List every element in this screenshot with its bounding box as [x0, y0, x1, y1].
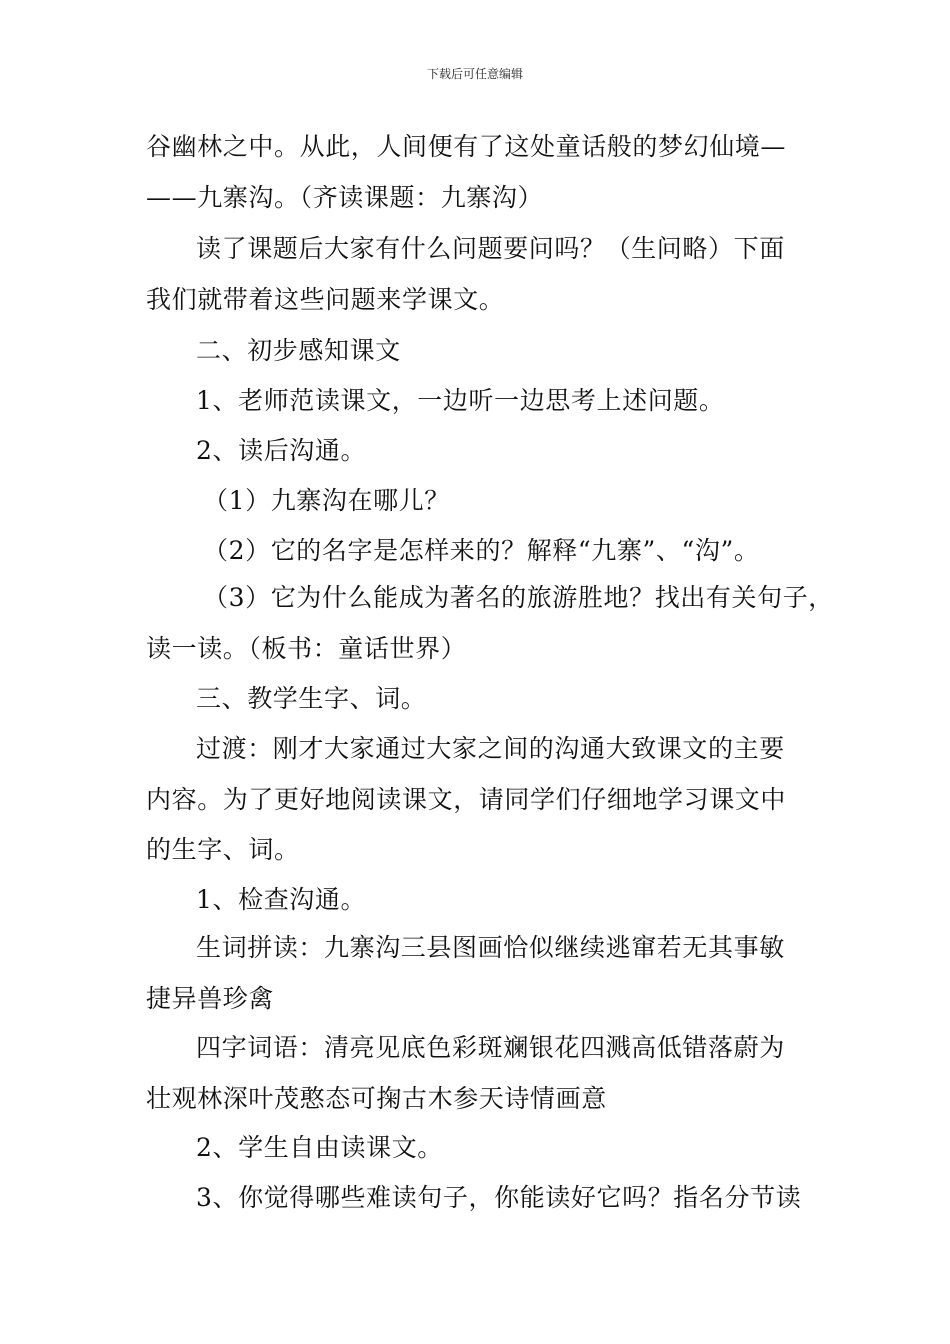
list-item: 2、读后沟通。: [196, 436, 367, 465]
paragraph-start: 读了课题后大家有什么问题要问吗？（生问略）下面: [196, 234, 785, 263]
sub-list-item: （2）它的名字是怎样来的？解释“九寨”、“沟”。: [203, 536, 760, 565]
list-item: 2、学生自由读课文。: [196, 1133, 443, 1162]
list-item: 3、你觉得哪些难读句子，你能读好它吗？指名分节读: [196, 1183, 802, 1212]
download-note: 下载后可任意编辑: [426, 67, 523, 81]
section-heading: 二、初步感知课文: [196, 336, 401, 365]
paragraph-start: 生词拼读：九寨沟三县图画恰似继续逃窜若无其事敏: [196, 933, 785, 962]
text-line: 谷幽林之中。从此，人间便有了这处童话般的梦幻仙境—: [146, 132, 787, 161]
paragraph-start: 过渡：刚才大家通过大家之间的沟通大致课文的主要: [196, 734, 785, 763]
list-item: 1、老师范读课文，一边听一边思考上述问题。: [196, 386, 725, 415]
paragraph-start: 四字词语：清亮见底色彩斑斓银花四溅高低错落蔚为: [196, 1033, 785, 1062]
section-heading: 三、教学生字、词。: [196, 684, 427, 713]
text-line: 壮观林深叶茂憨态可掬古木参天诗情画意: [146, 1084, 607, 1113]
text-line: 我们就带着这些问题来学课文。: [146, 285, 505, 314]
sub-list-item: （3）它为什么能成为著名的旅游胜地？找出有关句子，: [203, 583, 834, 612]
text-line: 的生字、词。: [146, 835, 300, 864]
text-line: ——九寨沟。（齐读课题：九寨沟）: [146, 183, 544, 212]
text-line: 内容。为了更好地阅读课文，请同学们仔细地学习课文中: [146, 785, 787, 814]
sub-list-item: （1）九寨沟在哪儿？: [203, 486, 450, 515]
list-item: 1、检查沟通。: [196, 885, 367, 914]
text-line: 读一读。（板书：童话世界）: [146, 634, 467, 663]
text-line: 捷异兽珍禽: [146, 984, 275, 1013]
